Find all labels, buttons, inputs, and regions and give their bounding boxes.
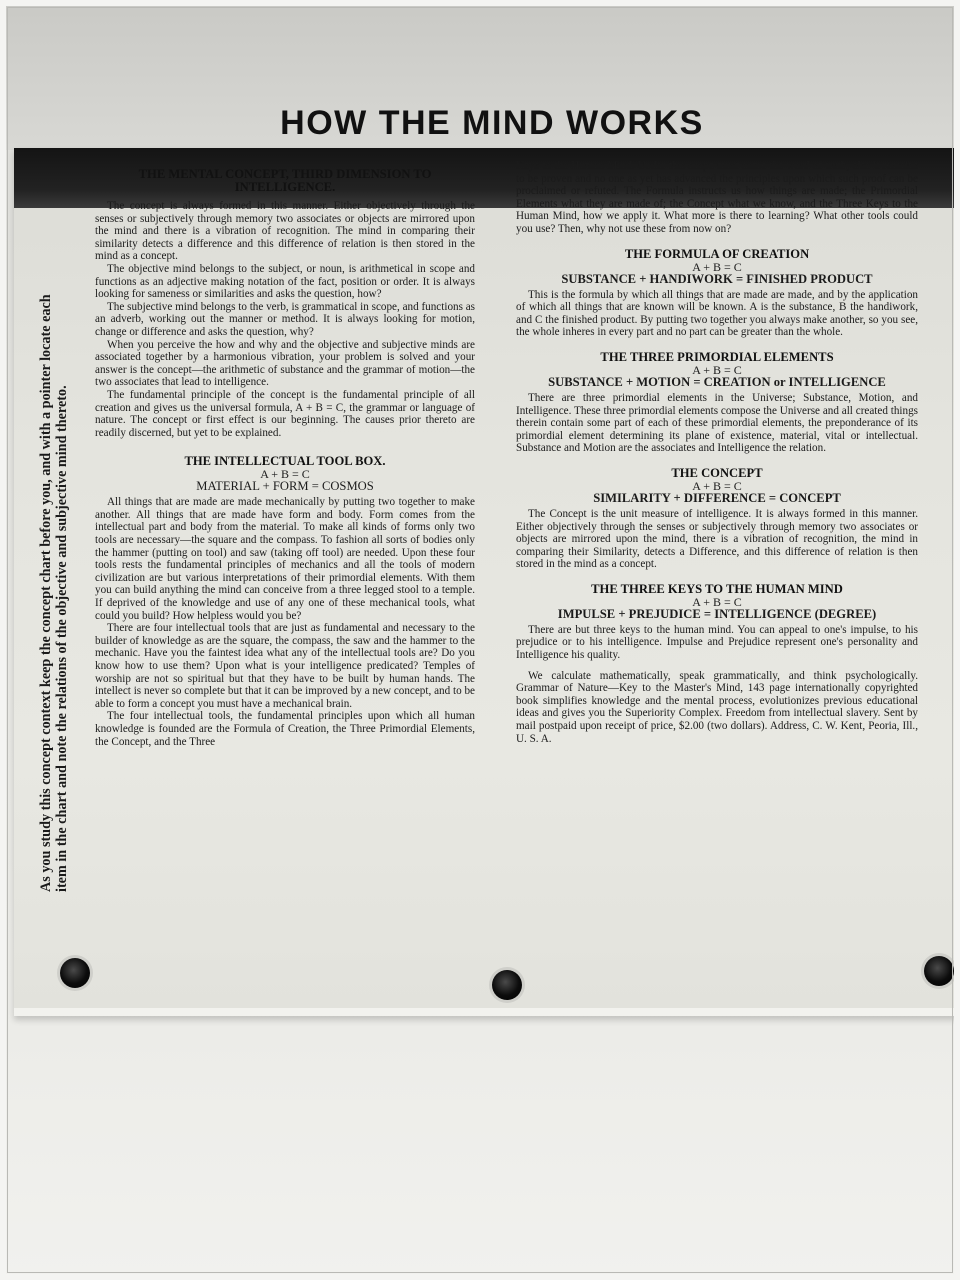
- formula: A + B = C: [692, 259, 742, 274]
- paragraph: The objective mind belongs to the subject, or noun, is arithmetical in scope and functions as an adjective making notation of the fact, position or order. It is always looking for sameness or similarities and asks the question, how?: [95, 262, 475, 301]
- punch-hole-center: [492, 970, 522, 1000]
- paragraph: The subjective mind belongs to the verb, is grammatical in scope, and functions as an adverb, working out the manner or method. It is always looking for motion, change or difference and asks the question, why?: [95, 300, 475, 338]
- right-column: [516, 160, 918, 745]
- section-heading-formula-of-creation: THE FORMULA OF CREATION: [624, 246, 810, 261]
- sheet-bottom-edge: [14, 1008, 958, 1016]
- page-title: HOW THE MIND WORKS: [280, 104, 704, 142]
- formula: A + B = C: [692, 594, 742, 609]
- punch-hole-right: [924, 956, 954, 986]
- left-column: [95, 168, 475, 748]
- section-heading-mental-concept: THE MENTAL CONCEPT, THIRD DIMENSION TO INTELLIGENCE.: [138, 167, 432, 194]
- paragraph: This is the formula by which all things that are made are made, and by the application of which all things that are known will be known. A is the substance, B the handiwork, and C the finished product. By putting two together you always make another, so you see, the whole inheres in every part and no part can be greater than the whole.: [516, 288, 918, 339]
- paragraph: The four intellectual tools, the fundamental principles upon which all human knowledge is founded are the Formula of Creation, the Three Primordial Elements, the Concept, and the Three: [95, 710, 475, 748]
- paragraph: There are three primordial elements in the Universe; Substance, Motion, and Intelligence. These three primordial elements compose the Universe and all created things therein contain some part of each of these primordial elements, the preponderance of its primordial element determining its plane of existence, material, vital or intellectual. Substance and Motion are the associates and Intelligence the relation.: [516, 391, 918, 455]
- paragraph: Keys to the Human Mind. Under this scope must come the word of truth, else it remains to be proven and no one as yet has advanced the principles upon which such proof can be proclaimed or refuted. The Formula instructs us how things are made; the Primordial Elements what they are made of; the Concept what we know, and the Three Keys to the Human Mind, how we apply it. What more is there to learning? What other tools could you use? Then, why not use these from now on?: [516, 160, 918, 235]
- equation: SUBSTANCE + MOTION = CREATION or INTELLIGENCE: [548, 374, 886, 389]
- side-note: As you study this concept context keep the concept chart before you, and with a pointer locate each item in the chart and note the relations of the objective and subjective mind thereto.: [38, 294, 71, 892]
- punch-hole-left: [60, 958, 90, 988]
- section-heading-tool-box: THE INTELLECTUAL TOOL BOX.: [184, 454, 386, 469]
- paragraph: There are but three keys to the human mind. You can appeal to one's impulse, to his prejudice or to his intelligence. Impulse and Prejudice represent one's personality and Intelligence his quality.: [516, 623, 918, 662]
- equation: SIMILARITY + DIFFERENCE = CONCEPT: [593, 490, 841, 505]
- paragraph: All things that are made are made mechanically by putting two together to make another. All things that are made have form and body. Form comes from the intellectual part and body from the material. To make all kinds of forms only two tools are necessary—the square and the compass. To fashion all sorts of bodies only the hammer (putting on tool) and saw (taking off tool) are needed. Upon these four tools rests the fundamental principles of mechanics and all the tools of modern civilization are but various interpretations of their primordial elements. With them you can build anything the mind can conceive from a three legged stool to a temple. If deprived of the knowledge and use of any one of these mechanical tools, what could you build? How helpless would you be?: [95, 496, 475, 622]
- equation: MATERIAL + FORM = COSMOS: [196, 479, 374, 494]
- formula: A + B = C: [260, 467, 310, 482]
- equation: SUBSTANCE + HANDIWORK = FINISHED PRODUCT: [561, 271, 873, 286]
- paragraph: The concept is always formed in this manner. Either objectively through the senses or subjectively through memory two associates or objects are mirrored upon the mind and there is a vibration of recognition. The mind in comparing their similarity detects a difference and this difference of relation is then stored in the mind as a concept.: [95, 200, 475, 263]
- section-heading-primordial-elements: THE THREE PRIMORDIAL ELEMENTS: [600, 349, 834, 364]
- formula: A + B = C: [692, 362, 742, 377]
- paragraph: There are four intellectual tools that are just as fundamental and necessary to the builder of knowledge as are the square, the compass, the saw and the hammer to the mechanic. Have you the faintest idea what any of the intellectual tools are? Do you know how to use them? Upon what is your intelligence predicated? Temples of worship are not so spiritual but that they have to be built by human hands. The intellect is never so complete but that it can be improved by a new concept, and to be able to form a concept you must have a mechanical brain.: [95, 622, 475, 710]
- paragraph: The fundamental principle of the concept is the fundamental principle of all creation and gives us the universal formula, A + B = C, the grammar or language of nature. The concept or first effect is our beginning. The causes prior thereto are readily discerned, but yet to be explained.: [95, 388, 475, 439]
- paragraph: When you perceive the how and why and the objective and subjective minds are associated together by a harmonious vibration, your problem is solved and your answer is the concept—the arithmetic of substance and the grammar of motion—the two associates that lead to intelligence.: [95, 338, 475, 389]
- equation: IMPULSE + PREJUDICE = INTELLIGENCE (DEGREE): [557, 606, 877, 621]
- formula: A + B = C: [692, 478, 742, 493]
- paragraph: We calculate mathematically, speak grammatically, and think psychologically. Grammar of Nature—Key to the Master's Mind, 143 page internationally copyrighted book simplifies knowledge and the mental process, evolutionizes previous educational ideas and gives you the Superiority Complex. Freedom from intellectual slavery. Sent by mail postpaid upon receipt of price, $2.00 (two dollars). Address, C. W. Kent, Peoria, Ill., U. S. A.: [516, 669, 918, 745]
- section-heading-three-keys: THE THREE KEYS TO THE HUMAN MIND: [591, 581, 843, 596]
- paragraph: The Concept is the unit measure of intelligence. It is always formed in this manner. Either objectively through the senses or subjectively through memory two associates or objects are mirrored upon the mind, there is a vibration of recognition, the mind in comparing their Similarity, detects a Difference, and this difference of relation is then stored in the mind as a concept.: [516, 507, 918, 571]
- section-heading-concept: THE CONCEPT: [671, 465, 763, 480]
